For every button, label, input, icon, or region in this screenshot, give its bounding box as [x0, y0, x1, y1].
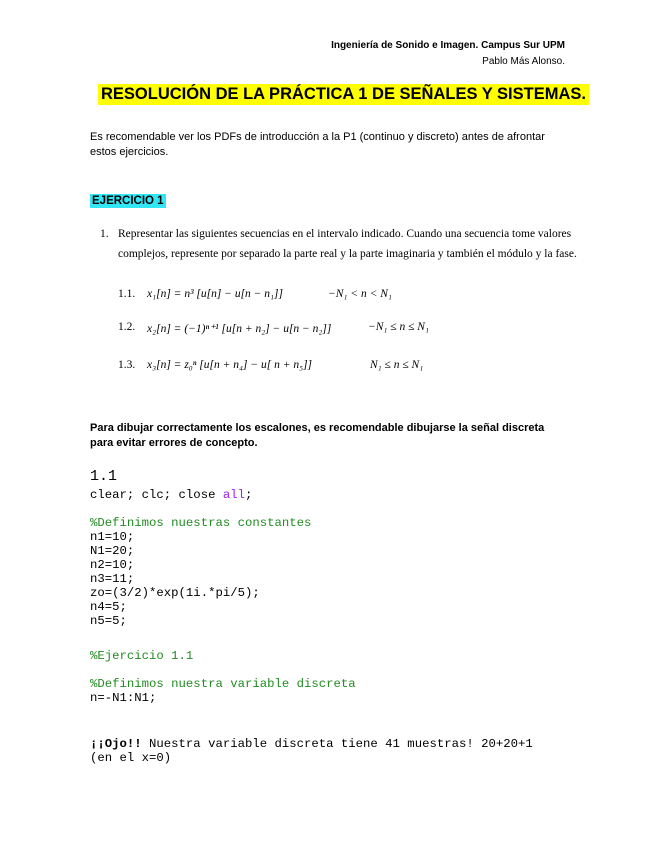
remark-line-1: ¡¡Ojo!! Nuestra variable discreta tiene 41 muestras! 20+20+1 [90, 737, 533, 751]
code-comment-constants: %Definimos nuestras constantes [90, 516, 312, 530]
problem-text: Representar las siguientes secuencias en el intervalo indicado. Cuando una secuencia tome valores complejos, represente por separado la parte real y la parte imaginaria y también el módulo y la fase. [118, 228, 577, 260]
code-constant: n3=11; [90, 572, 135, 586]
code-section-heading: 1.1 [90, 468, 118, 485]
formula-expression: x₂[n] = (−1)ⁿ⁺¹ [u[n + n₂] − u[n − n₂]] [147, 323, 332, 335]
formula-expression: x₁[n] = n³ [u[n] − u[n − n₁]] [147, 288, 284, 300]
code-constant: n2=10; [90, 558, 135, 572]
header-institution: Ingeniería de Sonido e Imagen. Campus Sur UPM [331, 40, 565, 51]
formula-expression: x₃[n] = z₀ⁿ [u[n + n₄] − u[ n + n₅]] [147, 359, 313, 371]
remark-bold: ¡¡Ojo!! [90, 737, 142, 751]
remark-line-2: (en el x=0) [90, 751, 172, 765]
page-title: RESOLUCIÓN DE LA PRÁCTICA 1 DE SEÑALES Y SISTEMAS. [98, 84, 589, 105]
code-keyword: all [222, 488, 245, 502]
code-constant: N1=20; [90, 544, 135, 558]
code-constant: zo=(3/2)*exp(1i.*pi/5); [90, 586, 260, 600]
code-comment-exercise: %Ejercicio 1.1 [90, 649, 194, 663]
exercise-heading: EJERCICIO 1 [92, 195, 164, 207]
formula-item [118, 321, 448, 337]
code-comment-variable: %Definimos nuestra variable discreta [90, 677, 356, 691]
formula-number: 1.3. [118, 359, 136, 371]
formula-number: 1.1. [118, 288, 136, 300]
intro-paragraph: Es recomendable ver los PDFs de introducción a la P1 (continuo y discreto) antes de afrontar estos ejercicios. [90, 131, 545, 158]
problem-number: 1. [100, 228, 109, 240]
code-constant: n5=5; [90, 614, 127, 628]
problem-statement [100, 224, 595, 264]
formula-item [118, 288, 448, 304]
formula-range: −N₁ ≤ n ≤ N₁ [368, 321, 429, 333]
formula-item [118, 359, 448, 375]
note-paragraph: Para dibujar correctamente los escalones, es recomendable dibujarse la señal discreta para evitar errores de concepto. [90, 422, 545, 449]
code-constant: n1=10; [90, 530, 135, 544]
formula-range: −N₁ < n < N₁ [328, 288, 392, 300]
formula-number: 1.2. [118, 321, 136, 333]
code-line-clear: clear; clc; close all; [90, 488, 253, 502]
formula-range: N₁ ≤ n ≤ N₁ [370, 359, 424, 371]
header-author: Pablo Más Alonso. [482, 56, 565, 67]
code-constant: n4=5; [90, 600, 127, 614]
code-variable: n=-N1:N1; [90, 691, 157, 705]
